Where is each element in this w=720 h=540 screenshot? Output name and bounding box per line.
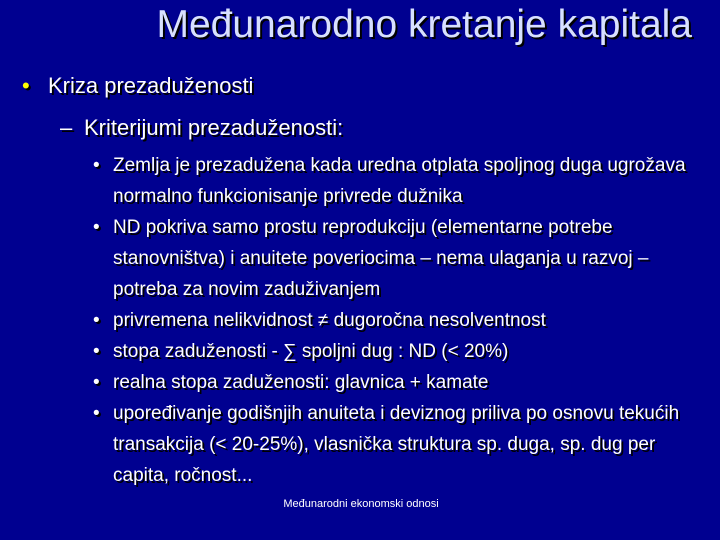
- list-item-text: upoređivanje godišnjih anuiteta i deviznog priliva po osnovu tekućih transakcija (< 20-25%), vlasnička struktura sp. duga, sp. dug per capita, ročnost...: [113, 403, 680, 486]
- level1-text: Kriza prezaduženosti: [48, 73, 254, 98]
- list-item-text: Zemlja je prezadužena kada uredna otplata spoljnog duga ugrožava normalno funkcionisanje privrede dužnika: [113, 155, 686, 207]
- list-bullet: •: [93, 403, 100, 424]
- list-item: [93, 367, 693, 398]
- level2-dash: –: [60, 115, 73, 140]
- list-item: [93, 398, 693, 491]
- list-item-text: privremena nelikvidnost ≠ dugoročna nesolventnost: [113, 310, 546, 331]
- list-item: [93, 336, 693, 367]
- criteria-list: [93, 150, 693, 491]
- list-item: [93, 212, 693, 305]
- list-item-text: stopa zaduženosti - ∑ spoljni dug : ND (< 20%): [113, 341, 509, 362]
- slide-footer: Međunarodni ekonomski odnosi: [283, 498, 439, 510]
- list-item: [93, 150, 693, 212]
- list-item: [93, 305, 693, 336]
- list-bullet: •: [93, 341, 100, 362]
- list-bullet: •: [93, 217, 100, 238]
- level2-item: [60, 114, 343, 142]
- list-bullet: •: [93, 372, 100, 393]
- list-item-text: realna stopa zaduženosti: glavnica + kamate: [113, 372, 489, 393]
- list-bullet: •: [93, 155, 100, 176]
- level2-text: Kriterijumi prezaduženosti:: [84, 115, 344, 140]
- list-item-text: ND pokriva samo prostu reprodukciju (elementarne potrebe stanovništva) i anuitete poveriocima – nema ulaganja u razvoj – potreba za novim zaduživanjem: [113, 217, 649, 300]
- slide-title: Međunarodno kretanje kapitala: [156, 3, 692, 46]
- level1-item: [22, 72, 253, 100]
- list-bullet: •: [93, 310, 100, 331]
- level1-bullet: •: [22, 73, 30, 98]
